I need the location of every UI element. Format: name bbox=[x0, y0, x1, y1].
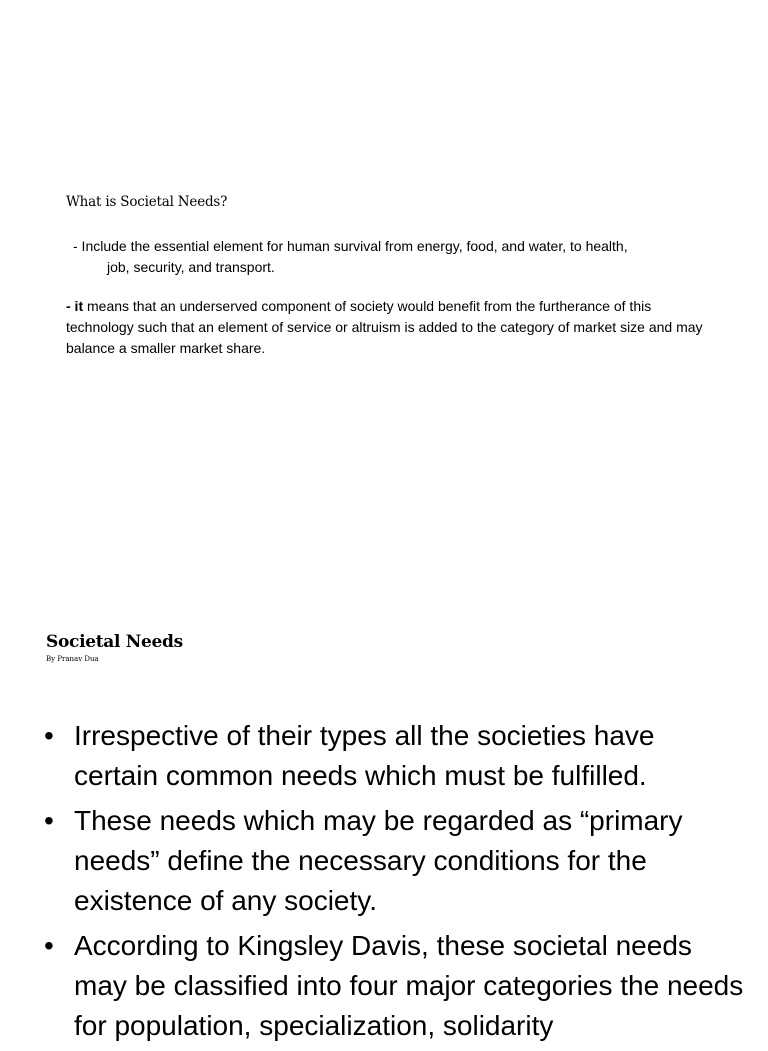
bullet-marker: • bbox=[44, 720, 54, 751]
list-item-text: Irrespective of their types all the societies have certain common needs which must be fulfilled. bbox=[74, 720, 655, 791]
bullet-marker: • bbox=[44, 930, 54, 961]
list-item bbox=[44, 716, 744, 796]
question-heading: What is Societal Needs? bbox=[66, 194, 228, 210]
definition-bullet-two-lead: - it bbox=[66, 298, 84, 314]
bullet-marker: • bbox=[44, 805, 54, 836]
list-item-text: These needs which may be regarded as “primary needs” define the necessary conditions for the existence of any society. bbox=[74, 805, 683, 916]
definition-bullet-two bbox=[66, 296, 716, 359]
document-title: Societal Needs bbox=[46, 632, 183, 652]
definition-bullet-one bbox=[73, 236, 713, 278]
list-item bbox=[44, 801, 744, 921]
list-item-text: According to Kingsley Davis, these societal needs may be classified into four major categories the needs for population, specialization, solidarity bbox=[74, 930, 744, 1041]
definition-bullet-one-line2: job, security, and transport. bbox=[107, 259, 275, 275]
document-byline: By Pranav Dua bbox=[46, 655, 99, 663]
definition-bullet-one-line1: - Include the essential element for human survival from energy, food, and water, to health, bbox=[73, 238, 628, 254]
main-bullet-list bbox=[44, 716, 744, 1051]
definition-bullet-two-text: means that an underserved component of society would benefit from the furtherance of this technology such that an element of service or altruism is added to the category of market size and may balance a smaller market share. bbox=[66, 298, 703, 356]
list-item bbox=[44, 926, 744, 1046]
